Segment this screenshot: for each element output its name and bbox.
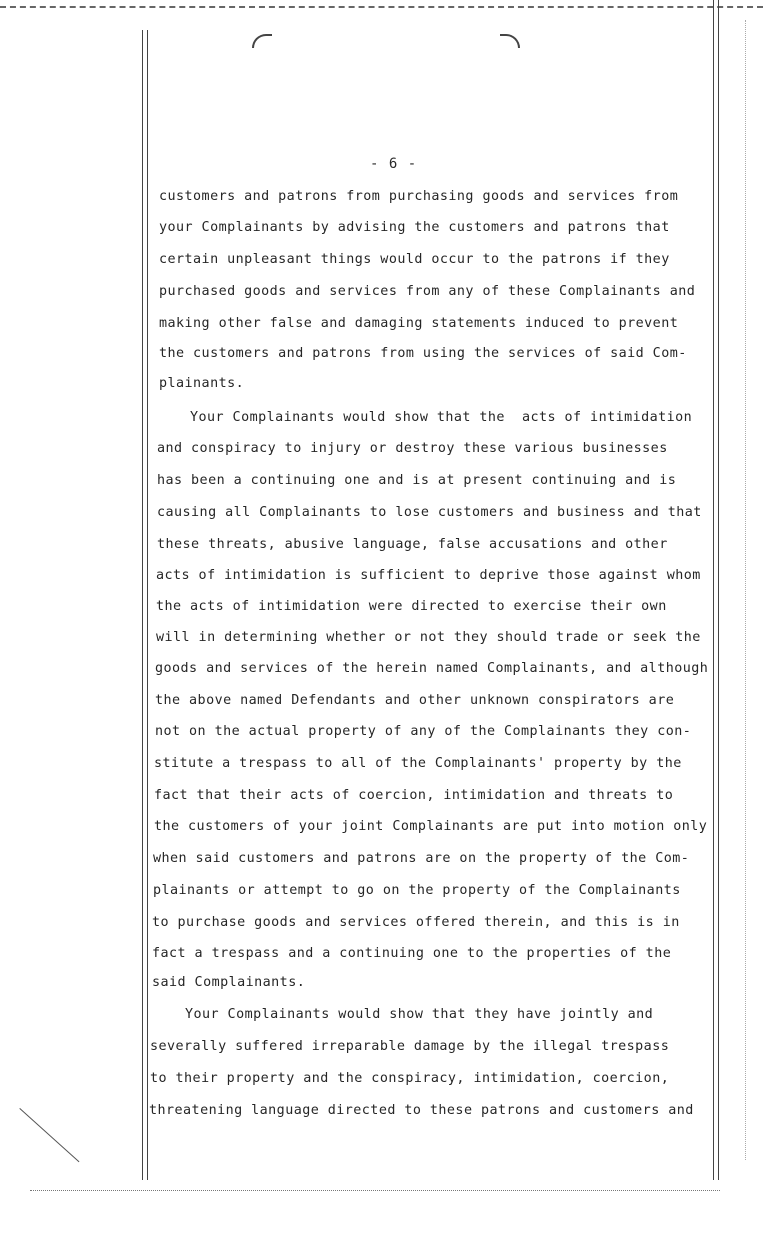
- right-margin-rule-outer: [718, 0, 719, 1180]
- text-line: threatening language directed to these patrons and customers and: [149, 1103, 694, 1118]
- text-line: to purchase goods and services offered therein, and this is in: [152, 915, 680, 930]
- page-number: - 6 -: [370, 156, 418, 172]
- text-line: plainants or attempt to go on the property of the Complainants: [153, 883, 681, 898]
- text-line: said Complainants.: [152, 975, 306, 990]
- text-line: the customers and patrons from using the services of said Com-: [159, 346, 687, 361]
- text-line: and conspiracy to injury or destroy these various businesses: [157, 441, 668, 456]
- text-line: Your Complainants would show that the acts of intimidation: [190, 410, 693, 425]
- text-line: plainants.: [159, 376, 245, 391]
- text-line: your Complainants by advising the customers and patrons that: [159, 220, 670, 235]
- text-line: the acts of intimidation were directed to exercise their own: [156, 599, 667, 614]
- margin-diagonal-mark: [19, 1108, 79, 1162]
- text-line: Your Complainants would show that they have jointly and: [185, 1007, 654, 1022]
- binding-mark-right: [500, 34, 520, 48]
- right-edge-dots: [745, 20, 746, 1160]
- text-line: the customers of your joint Complainants are put into motion only: [154, 819, 708, 834]
- text-line: not on the actual property of any of the Complainants they con-: [155, 724, 692, 739]
- text-line: acts of intimidation is sufficient to deprive those against whom: [156, 568, 701, 583]
- text-line: stitute a trespass to all of the Complainants' property by the: [154, 756, 682, 771]
- text-line: to their property and the conspiracy, intimidation, coercion,: [150, 1071, 670, 1086]
- text-line: has been a continuing one and is at present continuing and is: [157, 473, 677, 488]
- text-line: the above named Defendants and other unknown conspirators are: [155, 693, 675, 708]
- text-line: certain unpleasant things would occur to the patrons if they: [159, 252, 670, 267]
- text-line: fact that their acts of coercion, intimidation and threats to: [154, 788, 674, 803]
- text-line: severally suffered irreparable damage by the illegal trespass: [150, 1039, 670, 1054]
- bottom-dotted-border: [30, 1190, 720, 1191]
- text-line: making other false and damaging statements induced to prevent: [159, 316, 679, 331]
- text-line: these threats, abusive language, false accusations and other: [157, 537, 668, 552]
- text-line: purchased goods and services from any of these Complainants and: [159, 284, 696, 299]
- left-margin-rule: [142, 30, 143, 1180]
- text-line: will in determining whether or not they should trade or seek the: [156, 630, 701, 645]
- text-line: customers and patrons from purchasing goods and services from: [159, 189, 679, 204]
- top-dashed-border: [0, 6, 763, 8]
- text-line: fact a trespass and a continuing one to the properties of the: [152, 946, 672, 961]
- text-line: causing all Complainants to lose customers and business and that: [157, 505, 702, 520]
- left-margin-rule-inner: [147, 30, 148, 1180]
- text-line: goods and services of the herein named Complainants, and although: [155, 661, 709, 676]
- binding-mark-left: [252, 34, 272, 48]
- right-margin-rule: [713, 0, 714, 1180]
- text-line: when said customers and patrons are on the property of the Com-: [153, 851, 690, 866]
